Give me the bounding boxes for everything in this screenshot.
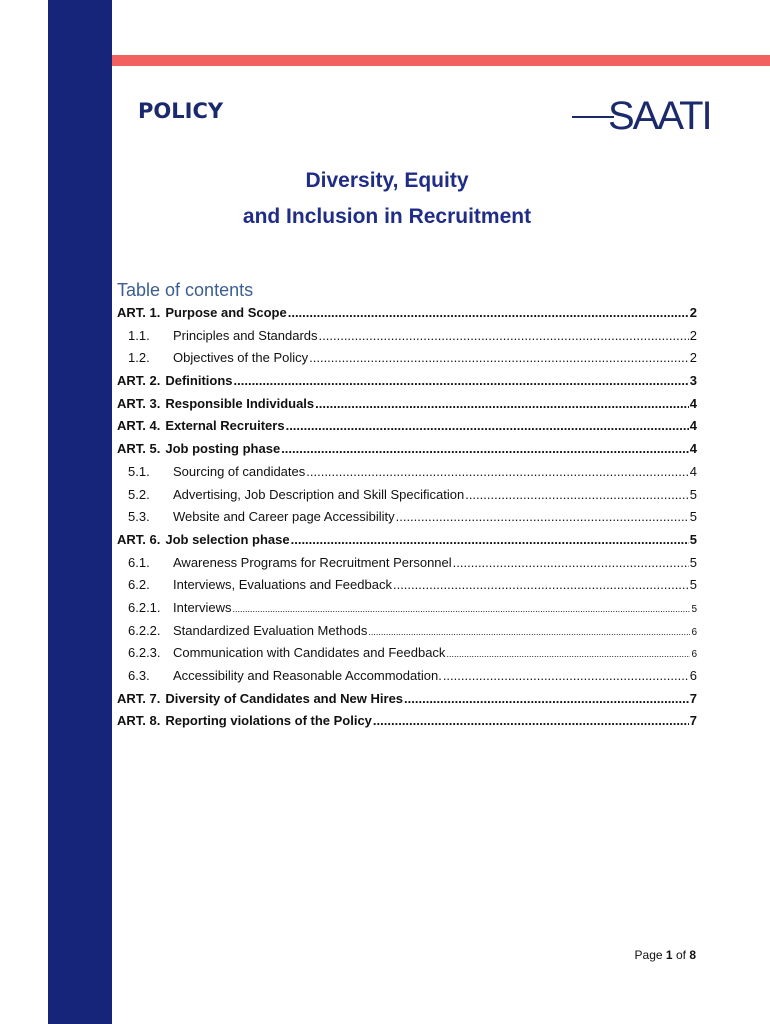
toc-entry-number: 5.3. (128, 509, 150, 525)
toc-entry[interactable] (117, 350, 697, 373)
toc-entry[interactable] (117, 713, 697, 736)
document-title (112, 163, 662, 235)
toc-dot-leader (443, 668, 689, 683)
toc-entry-label: Responsible Individuals (165, 395, 315, 411)
toc-entry-label: Interviews, Evaluations and Feedback (173, 577, 392, 593)
toc-entry-number: 6.2.3. (128, 645, 161, 661)
toc-entry-page: 2 (689, 327, 697, 343)
toc-entry-label: Job selection phase (165, 531, 290, 547)
toc-entry[interactable] (117, 441, 697, 464)
toc-entry-page: 4 (689, 463, 697, 479)
saati-logo (572, 93, 724, 135)
toc-dot-leader (309, 350, 689, 365)
toc-entry-number: 5.1. (128, 463, 150, 479)
page-word: Page (634, 948, 663, 962)
toc-entry-number: ART. 2. (117, 373, 161, 389)
toc-entry-page: 7 (689, 713, 697, 729)
toc-dot-leader (404, 691, 689, 706)
toc-entry[interactable] (117, 328, 697, 351)
toc-entry-label: Communication with Candidates and Feedback (173, 645, 446, 661)
toc-entry-number: 1.2. (128, 350, 150, 366)
toc-entry-label: Accessibility and Reasonable Accommodation. (173, 668, 442, 683)
toc-entry[interactable] (117, 623, 697, 646)
toc-dot-leader (453, 555, 689, 570)
toc-dot-leader (373, 713, 689, 728)
toc-entry-label: Reporting violations of the Policy (165, 713, 372, 729)
toc-entry[interactable] (117, 555, 697, 578)
toc-entry-page: 5 (689, 531, 697, 547)
title-line-2: and Inclusion in Recruitment (242, 205, 532, 228)
left-accent-bar (48, 0, 112, 1024)
toc-dot-leader (368, 627, 690, 637)
toc-entry-page: 5 (689, 509, 697, 525)
toc-entry-number: 5.2. (128, 486, 150, 502)
logo-text: SAATI (608, 94, 711, 135)
toc-entry-number: 6.1. (128, 554, 150, 570)
toc-dot-leader (446, 649, 690, 659)
title-line-1: Diversity, Equity (305, 169, 469, 192)
toc-entry-page: 5 (689, 486, 697, 502)
toc-entry-label: Awareness Programs for Recruitment Personnel (173, 554, 452, 570)
toc-entry-label: Definitions (165, 373, 233, 389)
of-word: of (675, 948, 686, 962)
toc-entry-label: Principles and Standards (173, 327, 318, 343)
toc-entry[interactable] (117, 487, 697, 510)
table-of-contents (117, 305, 697, 736)
toc-entry[interactable] (117, 668, 697, 691)
toc-entry-label: Website and Career page Accessibility (173, 509, 395, 525)
toc-entry-page: 5 (691, 603, 697, 615)
toc-entry-page: 6 (691, 626, 697, 638)
toc-heading: Table of contents (117, 280, 254, 300)
toc-entry-number: 6.2.2. (128, 622, 161, 638)
toc-entry[interactable] (117, 645, 697, 668)
toc-entry-number: ART. 3. (117, 395, 161, 411)
page-footer (560, 948, 696, 962)
toc-entry-number: ART. 7. (117, 690, 161, 706)
toc-entry-number: ART. 1. (117, 305, 161, 320)
toc-entry-page: 7 (689, 690, 697, 706)
toc-entry-page: 2 (689, 350, 697, 366)
toc-entry-label: Sourcing of candidates (173, 463, 306, 479)
toc-entry-label: Job posting phase (165, 441, 281, 457)
toc-entry-number: 6.2.1. (128, 599, 161, 615)
toc-entry-number: 1.1. (128, 327, 150, 343)
toc-entry[interactable] (117, 532, 697, 555)
toc-entry-number: ART. 6. (117, 531, 161, 547)
toc-entry[interactable] (117, 691, 697, 714)
toc-entry-page: 4 (689, 418, 697, 434)
toc-entry[interactable] (117, 305, 697, 328)
toc-dot-leader (315, 396, 689, 411)
toc-entry[interactable] (117, 600, 697, 623)
toc-dot-leader (288, 305, 689, 320)
toc-entry-page: 6 (689, 668, 697, 683)
toc-entry[interactable] (117, 464, 697, 487)
toc-entry-page: 5 (689, 554, 697, 570)
toc-entry-page: 2 (689, 305, 697, 320)
toc-entry-number: ART. 5. (117, 441, 161, 457)
toc-entry-number: 6.2. (128, 577, 150, 593)
toc-entry[interactable] (117, 373, 697, 396)
toc-entry-label: Standardized Evaluation Methods (173, 622, 368, 638)
toc-dot-leader (319, 328, 689, 343)
policy-label: POLICY (138, 99, 224, 123)
toc-entry-number: ART. 4. (117, 418, 161, 434)
toc-dot-leader (233, 604, 691, 614)
current-page: 1 (665, 948, 673, 962)
toc-dot-leader (286, 418, 689, 433)
total-pages: 8 (689, 948, 696, 962)
toc-entry-number: ART. 8. (117, 713, 161, 729)
toc-entry-label: Advertising, Job Description and Skill Specification (173, 486, 465, 502)
toc-entry[interactable] (117, 418, 697, 441)
toc-entry[interactable] (117, 396, 697, 419)
toc-dot-leader (396, 509, 689, 524)
toc-dot-leader (465, 487, 689, 502)
header-red-rule (112, 55, 770, 66)
toc-entry-label: Objectives of the Policy (173, 350, 309, 366)
toc-entry[interactable] (117, 577, 697, 600)
toc-entry-page: 3 (689, 373, 697, 389)
toc-dot-leader (234, 373, 689, 388)
toc-dot-leader (291, 532, 689, 547)
toc-entry-label: Purpose and Scope (165, 305, 287, 320)
toc-entry-label: Diversity of Candidates and New Hires (165, 690, 404, 706)
toc-entry-page: 5 (689, 577, 697, 593)
toc-dot-leader (281, 441, 689, 456)
toc-entry-page: 4 (689, 441, 697, 457)
toc-entry-label: External Recruiters (165, 418, 285, 434)
toc-entry-number: 6.3. (128, 668, 150, 683)
toc-entry-page: 4 (689, 395, 697, 411)
toc-dot-leader (393, 577, 689, 592)
toc-entry[interactable] (117, 509, 697, 532)
toc-dot-leader (306, 464, 689, 479)
toc-entry-page: 6 (691, 649, 697, 661)
toc-entry-label: Interviews (173, 599, 232, 615)
